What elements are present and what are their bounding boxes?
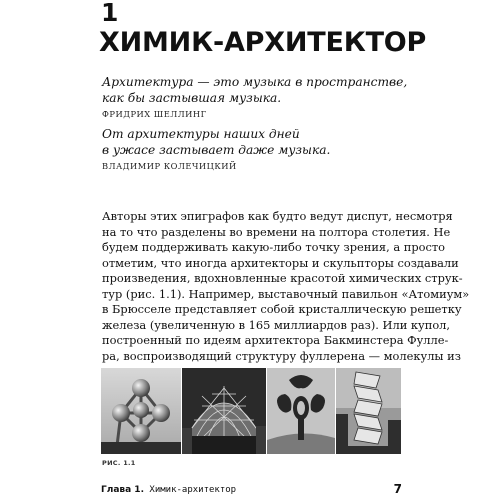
- figure-1-1: [101, 368, 401, 454]
- body-line: в Брюсселе представляет собой кристаллическую решетку: [102, 302, 462, 316]
- epigraph-2: [102, 126, 402, 172]
- chapter-number: 1: [101, 0, 119, 27]
- epigraph-author: ФРИДРИХ ШЕЛЛИНГ: [102, 109, 207, 119]
- page-number: 7: [393, 482, 402, 496]
- body-line: построенный по идеям архитектора Бакминстера Фулле-: [102, 333, 449, 347]
- epigraph-author: ВЛАДИМИР КОЛЕЧИЦКИЙ: [102, 161, 237, 171]
- body-line: тур (рис. 1.1). Например, выставочный павильон «Атомиум»: [102, 286, 470, 301]
- footer-chapter-label: Глава 1.: [101, 485, 144, 495]
- figure-caption: РИС. 1.1: [102, 459, 136, 467]
- sculpture-photo: [267, 368, 335, 454]
- body-line: отметим, что иногда архитекторы и скульпторы создавали: [102, 255, 459, 270]
- helix-tower-photo: [336, 368, 401, 454]
- footer-chapter-name: Химик-архитектор: [149, 485, 237, 495]
- body-line: будем поддерживать какую-либо точку зрения, а просто: [102, 240, 446, 254]
- chapter-title: ХИМИК-АРХИТЕКТОР: [99, 27, 427, 58]
- body-line: ра, воспроизводящий структуру фуллерена — молекулы из: [102, 348, 461, 363]
- body-line: произведения, вдохновленные красотой химических струк-: [102, 271, 463, 285]
- body-line: на то что разделены во времени на полтора столетия. Не: [102, 224, 451, 239]
- running-footer: [101, 485, 236, 495]
- geodesic-dome-photo: [182, 368, 266, 454]
- body-paragraph: [102, 209, 470, 364]
- epigraph-line: От архитектуры наших дней: [102, 127, 300, 141]
- epigraph-1: [102, 74, 408, 120]
- epigraph-line: Архитектура — это музыка в пространстве,: [102, 75, 408, 89]
- epigraph-line: в ужасе застывает даже музыка.: [102, 143, 331, 157]
- epigraph-line: как бы застывшая музыка.: [102, 91, 282, 105]
- body-line: железа (увеличенную в 165 миллиардов раз). Или купол,: [102, 317, 451, 332]
- atomium-photo: [101, 368, 181, 454]
- body-line: Авторы этих эпиграфов как будто ведут диспут, несмотря: [102, 209, 453, 223]
